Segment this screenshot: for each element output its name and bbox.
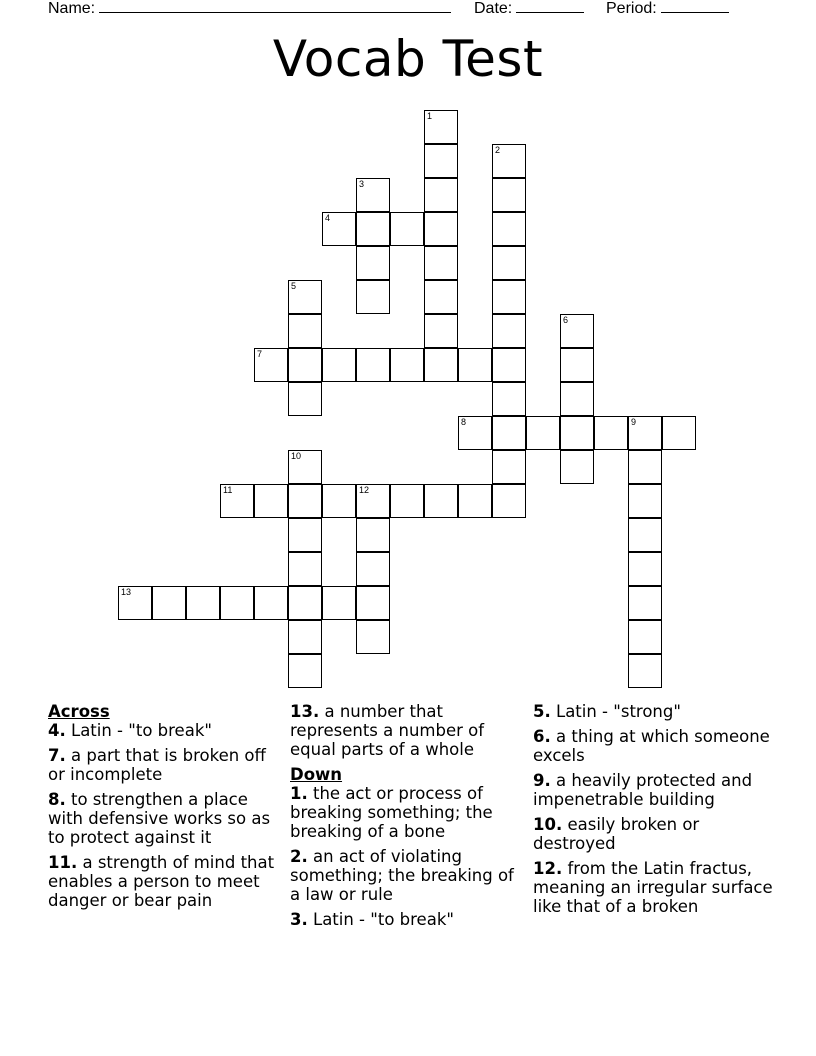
crossword-cell[interactable] [458,484,492,518]
clue-item-number: 5. [533,702,551,721]
clue-item-number: 9. [533,771,551,790]
crossword-cell[interactable] [322,348,356,382]
clue-item-number: 3. [290,910,308,929]
clue-item-text: an act of violating something; the breaking of a law or rule [290,847,514,904]
name-label: Name: [48,0,96,17]
clue-item-number: 11. [48,853,78,872]
clue-item [48,853,283,910]
clue-item [290,702,525,759]
clue-item [48,746,283,784]
clue-item-text: easily broken or destroyed [533,815,700,853]
clue-item-number: 7. [48,746,66,765]
period-label: Period: [606,0,657,17]
crossword-cell[interactable] [628,518,662,552]
crossword-cell[interactable] [322,484,356,518]
crossword-cell[interactable] [390,212,424,246]
clue-item-number: 4. [48,721,66,740]
clue-item [533,859,773,916]
crossword-cell[interactable] [356,620,390,654]
crossword-cell[interactable] [288,314,322,348]
crossword-cell[interactable] [560,416,594,450]
clue-item-number: 10. [533,815,563,834]
clue-number: 4 [325,213,331,223]
crossword-cell[interactable] [424,348,458,382]
clue-number: 12 [359,485,370,495]
crossword-cell[interactable] [526,416,560,450]
crossword-cell[interactable] [254,348,288,382]
crossword-cell[interactable] [458,416,492,450]
clue-item [48,721,283,740]
clue-item-text: a heavily protected and impenetrable building [533,771,753,809]
crossword-cell[interactable] [288,654,322,688]
crossword-cell[interactable] [492,416,526,450]
clue-item-text: a strength of mind that enables a person to meet danger or bear pain [48,853,275,910]
crossword-cell[interactable] [288,348,322,382]
crossword-cell[interactable] [288,484,322,518]
crossword-cell[interactable] [424,484,458,518]
clue-number: 10 [291,451,302,461]
clue-number: 7 [257,349,263,359]
crossword-cell[interactable] [356,348,390,382]
crossword-cell[interactable] [662,416,696,450]
clue-item [48,790,283,847]
crossword-cell[interactable] [492,314,526,348]
crossword-cell[interactable] [492,144,526,178]
crossword-cell[interactable] [356,212,390,246]
crossword-cell[interactable] [424,246,458,280]
crossword-cell[interactable] [288,280,322,314]
clue-number: 5 [291,281,297,291]
clue-number: 2 [495,145,501,155]
crossword-cell[interactable] [424,144,458,178]
crossword-cell[interactable] [390,484,424,518]
crossword-cell[interactable] [424,280,458,314]
crossword-cell[interactable] [492,280,526,314]
clue-item [290,847,525,904]
down-heading: Down [290,765,343,784]
clue-item-text: the act or process of breaking something; the breaking of a bone [290,784,493,841]
crossword-cell[interactable] [560,382,594,416]
crossword-cell[interactable] [424,178,458,212]
crossword-cell[interactable] [356,178,390,212]
crossword-cell[interactable] [628,586,662,620]
crossword-cell[interactable] [628,620,662,654]
crossword-cell[interactable] [356,552,390,586]
crossword-cell[interactable] [560,314,594,348]
crossword-cell[interactable] [492,178,526,212]
crossword-cell[interactable] [628,484,662,518]
crossword-cell[interactable] [424,314,458,348]
crossword-cell[interactable] [356,518,390,552]
crossword-cell[interactable] [424,212,458,246]
crossword-cell[interactable] [322,212,356,246]
clue-number: 1 [427,111,433,121]
crossword-cell[interactable] [492,246,526,280]
clue-item-text: a number that represents a number of equal parts of a whole [290,702,485,759]
crossword-cell[interactable] [356,484,390,518]
clue-number: 8 [461,417,467,427]
crossword-cell[interactable] [594,416,628,450]
date-label: Date: [474,0,513,17]
crossword-cell[interactable] [356,280,390,314]
crossword-cell[interactable] [152,586,186,620]
clue-column-3 [533,702,773,922]
crossword-cell[interactable] [492,348,526,382]
crossword-cell[interactable] [458,348,492,382]
clue-item-number: 1. [290,784,308,803]
clue-item [290,784,525,841]
crossword-cell[interactable] [322,586,356,620]
crossword-cell[interactable] [186,586,220,620]
clue-column-1 [48,702,283,916]
crossword-cell[interactable] [254,484,288,518]
clue-item [533,702,773,721]
clue-item-number: 12. [533,859,563,878]
crossword-cell[interactable] [288,552,322,586]
crossword-cell[interactable] [492,450,526,484]
crossword-cell[interactable] [628,654,662,688]
clue-item-text: Latin - "to break" [313,910,454,929]
crossword-cell[interactable] [492,382,526,416]
page-title: Vocab Test [272,30,544,88]
crossword-cell[interactable] [288,382,322,416]
clue-item-number: 2. [290,847,308,866]
clue-number: 3 [359,179,365,189]
clue-item [533,727,773,765]
clue-item-text: a thing at which someone excels [533,727,770,765]
crossword-cell[interactable] [492,484,526,518]
crossword-cell[interactable] [560,450,594,484]
crossword-cell[interactable] [628,552,662,586]
crossword-cell[interactable] [356,246,390,280]
crossword-cell[interactable] [560,348,594,382]
crossword-cell[interactable] [254,586,288,620]
crossword-cell[interactable] [492,212,526,246]
clue-column-2 [290,702,525,935]
crossword-cell[interactable] [288,518,322,552]
clue-item-number: 6. [533,727,551,746]
crossword-cell[interactable] [628,416,662,450]
crossword-cell[interactable] [288,620,322,654]
clue-item-number: 8. [48,790,66,809]
clue-item-number: 13. [290,702,320,721]
crossword-cell[interactable] [288,450,322,484]
across-heading: Across [48,702,110,721]
crossword-cell[interactable] [424,110,458,144]
clue-item-text: a part that is broken off or incomplete [48,746,266,784]
crossword-cell[interactable] [220,586,254,620]
crossword-cell[interactable] [118,586,152,620]
clue-item-text: Latin - "strong" [556,702,681,721]
crossword-cell[interactable] [390,348,424,382]
clue-number: 9 [631,417,637,427]
crossword-cell[interactable] [356,586,390,620]
clue-number: 6 [563,315,569,325]
clue-item-text: from the Latin fractus, meaning an irregular surface like that of a broken [533,859,773,916]
clue-item [533,771,773,809]
clue-item [533,815,773,853]
clue-number: 13 [121,587,132,597]
clue-number: 11 [223,485,233,495]
crossword-cell[interactable] [628,450,662,484]
clue-item-text: to strengthen a place with defensive works so as to protect against it [48,790,271,847]
clue-item-text: Latin - "to break" [71,721,212,740]
crossword-cell[interactable] [220,484,254,518]
crossword-cell[interactable] [288,586,322,620]
clue-item [290,910,525,929]
